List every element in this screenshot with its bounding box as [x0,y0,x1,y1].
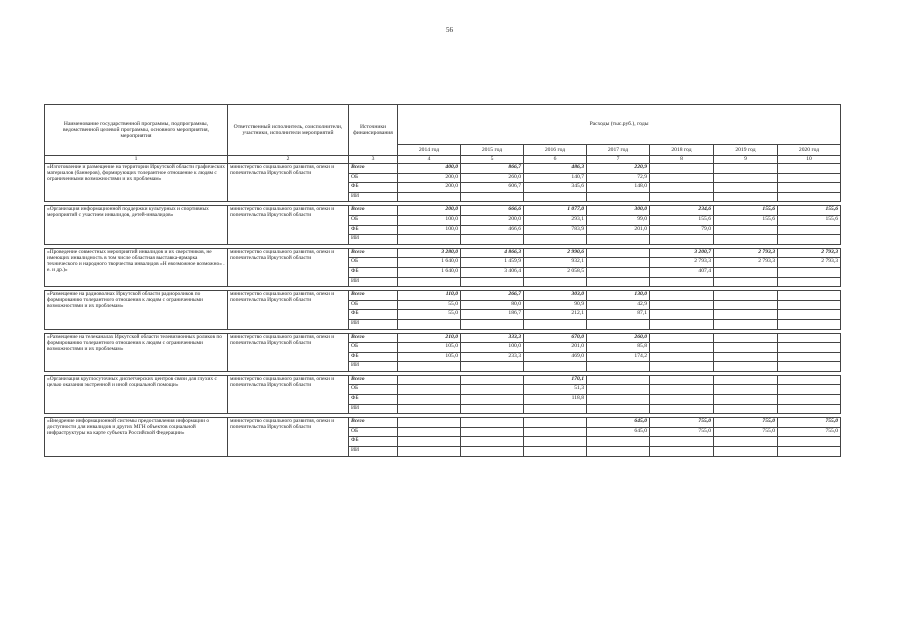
responsible-executor: министерство социального развития, опеки и попечительства Иркутской области [228,418,349,456]
expense-value [714,267,778,277]
expense-value [461,277,524,287]
year-header: 2015 год [461,145,524,156]
expense-value: 3 406,4 [461,267,524,277]
expense-value: 645,0 [587,418,650,428]
table-row [45,206,841,216]
expense-value: 260,0 [587,333,650,343]
expense-value: 469,0 [524,352,587,362]
expense-value: 201,0 [524,343,587,353]
expense-value: 2 793,3 [650,258,714,268]
expense-value: 118,8 [524,395,587,405]
expense-value: 148,0 [587,183,650,193]
activity-name: «Изготовление и размещение на территории Иркутской области графических материалов (баннеров), формирующих толерантное отношение к людям с ограниченными возможностями и их проблемам» [45,164,228,202]
funding-source: ОБ [349,427,398,437]
expense-value [587,404,650,414]
expense-value [650,173,714,183]
funding-source: ИИ [349,235,398,245]
year-header: 2020 год [778,145,841,156]
table-row [45,164,841,174]
expense-value [398,447,461,457]
expense-value [778,333,841,343]
expense-value [398,235,461,245]
expense-value [398,427,461,437]
expense-value [587,258,650,268]
header-name: Наименование государственной программы, подпрограммы, ведомственной целевой программы, основного мероприятия, мероприятия [45,105,228,156]
expense-value [524,319,587,329]
expense-value [778,225,841,235]
expense-value [650,183,714,193]
expense-value [714,447,778,457]
expense-value: 174,2 [587,352,650,362]
responsible-executor: министерство социального развития, опеки и попечительства Иркутской области [228,333,349,371]
expense-value [650,395,714,405]
expense-value [461,447,524,457]
expense-value [714,225,778,235]
activity-name: «Организация круглосуточных диспетчерских центров связи для глухих с целью оказания экстренной и иной социальной помощи» [45,375,228,413]
column-number: 7 [587,156,650,164]
expense-value: 1 459,9 [461,258,524,268]
expense-value [461,437,524,447]
expense-value [714,277,778,287]
expense-value: 606,7 [461,183,524,193]
expense-value: 130,0 [587,291,650,301]
column-number: 8 [650,156,714,164]
expense-value [524,235,587,245]
expense-value: 155,6 [714,206,778,216]
expense-value [650,164,714,174]
funding-source: ФБ [349,183,398,193]
page-number: 56 [446,26,453,34]
funding-source: Всего [349,418,398,428]
year-header: 2016 год [524,145,587,156]
expense-value [714,385,778,395]
expense-value [587,319,650,329]
header-responsible: Ответственный исполнитель, соисполнители, участники, исполнители мероприятий [228,105,349,156]
expense-value [524,404,587,414]
funding-source: ФБ [349,437,398,447]
activity-name: «Размещение на радиоволнах Иркутской области радиороликов по формированию толерантного отношения к людям с ограниченными возможностями и их проблемам» [45,291,228,329]
expense-value: 87,1 [587,310,650,320]
expense-value [778,375,841,385]
expense-value [778,183,841,193]
expense-value [778,319,841,329]
expense-value: 486,3 [524,164,587,174]
expense-value: 2 058,5 [524,267,587,277]
expense-value: 293,1 [524,215,587,225]
expense-value [524,437,587,447]
expense-value: 200,0 [398,183,461,193]
funding-source: ОБ [349,258,398,268]
funding-source: ОБ [349,215,398,225]
expense-value [778,385,841,395]
expense-value: 466,6 [461,225,524,235]
expense-value [398,418,461,428]
expense-value [461,395,524,405]
expense-value [650,404,714,414]
expense-value: 4 866,3 [461,248,524,258]
expense-value [650,310,714,320]
expense-value [461,385,524,395]
expense-value: 300,0 [587,206,650,216]
column-number: 9 [714,156,778,164]
expense-value: 220,9 [587,164,650,174]
funding-source: Всего [349,375,398,385]
expense-value [587,375,650,385]
expense-value [461,404,524,414]
expense-value: 755,0 [714,427,778,437]
year-header: 2019 год [714,145,778,156]
funding-source: ИИ [349,362,398,372]
header-sources: Источники финансирования [349,105,398,156]
column-number: 2 [228,156,349,164]
funding-source: ОБ [349,300,398,310]
funding-source: Всего [349,333,398,343]
expense-value: 212,1 [524,310,587,320]
expense-value [714,375,778,385]
expense-value: 105,0 [398,343,461,353]
expense-value [398,437,461,447]
expense-value: 170,1 [524,375,587,385]
expense-value [714,291,778,301]
table-body [45,164,841,457]
expense-value [714,343,778,353]
responsible-executor: министерство социального развития, опеки и попечительства Иркутской области [228,291,349,329]
expense-value: 186,7 [461,310,524,320]
expense-value [461,319,524,329]
expense-value [524,362,587,372]
expense-value [650,447,714,457]
expense-value: 670,0 [524,333,587,343]
expense-value: 201,0 [587,225,650,235]
funding-source: ИИ [349,192,398,202]
responsible-executor: министерство социального развития, опеки и попечительства Иркутской области [228,248,349,286]
expense-value [587,277,650,287]
expense-value [587,192,650,202]
expense-value [714,404,778,414]
funding-source: ИИ [349,319,398,329]
expense-value [714,183,778,193]
expense-value: 210,0 [398,333,461,343]
expense-value [398,192,461,202]
header-expenses: Расходы (тыс.руб.), годы [398,105,841,145]
expense-value [778,235,841,245]
funding-source: Всего [349,164,398,174]
funding-source: Всего [349,206,398,216]
expense-value [524,192,587,202]
expense-value: 783,9 [524,225,587,235]
expense-value: 100,0 [398,215,461,225]
expense-value [714,164,778,174]
expense-value: 1 077,0 [524,206,587,216]
expense-value [778,352,841,362]
responsible-executor: министерство социального развития, опеки и попечительства Иркутской области [228,206,349,244]
expense-value: 155,6 [778,206,841,216]
expense-value: 100,0 [461,343,524,353]
expense-value [587,362,650,372]
expense-value [778,291,841,301]
expense-value: 755,0 [714,418,778,428]
expense-value: 866,7 [461,164,524,174]
expense-value [461,418,524,428]
expense-value: 400,0 [398,164,461,174]
expense-value [587,437,650,447]
funding-source: ФБ [349,310,398,320]
expense-value: 266,7 [461,291,524,301]
expense-value: 72,9 [587,173,650,183]
expense-value [398,385,461,395]
expense-value [650,333,714,343]
expense-value: 105,0 [398,352,461,362]
expense-value [398,362,461,372]
expense-value [524,277,587,287]
expense-value [650,362,714,372]
expense-value [650,277,714,287]
funding-source: ИИ [349,447,398,457]
expense-value [714,319,778,329]
column-number: 1 [45,156,228,164]
expense-value: 333,3 [461,333,524,343]
expense-value: 755,0 [650,427,714,437]
expense-value: 2 793,3 [778,258,841,268]
expense-value [714,310,778,320]
funding-source: ОБ [349,173,398,183]
expense-value [778,343,841,353]
expense-value [778,310,841,320]
expense-value [778,173,841,183]
expense-value [650,291,714,301]
expense-value [587,235,650,245]
expense-value [778,277,841,287]
year-header: 2014 год [398,145,461,156]
expense-value: 645,0 [587,427,650,437]
expense-value [778,164,841,174]
expense-value: 233,3 [461,352,524,362]
expense-value [778,437,841,447]
expense-value [778,404,841,414]
funding-source: Всего [349,291,398,301]
expense-value [650,300,714,310]
expense-value: 345,6 [524,183,587,193]
expense-value: 666,6 [461,206,524,216]
expense-value [650,235,714,245]
expense-value [587,395,650,405]
activity-name: «Внедрение информационной системы предоставления информации о доступности для инвалидов и других МГН объектов социальной инфраструктуры на карте субъекта Российской Федерации» [45,418,228,456]
expense-value [461,362,524,372]
funding-source: ФБ [349,267,398,277]
column-number: 4 [398,156,461,164]
expense-value: 99,0 [587,215,650,225]
expense-value [398,375,461,385]
column-number: 10 [778,156,841,164]
expense-value: 200,0 [398,206,461,216]
expense-value [650,437,714,447]
expense-value [524,418,587,428]
budget-table [44,104,841,457]
expense-value [650,192,714,202]
expense-value [714,333,778,343]
funding-source: ИИ [349,277,398,287]
expense-value [714,395,778,405]
expense-value: 2 793,3 [714,258,778,268]
expense-value [398,395,461,405]
expense-value: 80,0 [461,300,524,310]
expense-value: 55,0 [398,300,461,310]
expense-value: 755,0 [778,427,841,437]
expense-value: 140,7 [524,173,587,183]
expense-value [398,277,461,287]
column-number: 3 [349,156,398,164]
expense-value [461,375,524,385]
expense-value [714,437,778,447]
expense-value [714,300,778,310]
expense-value [398,319,461,329]
responsible-executor: министерство социального развития, опеки и попечительства Иркутской области [228,375,349,413]
funding-source: ИИ [349,404,398,414]
expense-value: 90,9 [524,300,587,310]
expense-value: 234,6 [650,206,714,216]
expense-value [650,343,714,353]
expense-value [524,447,587,457]
table-row [45,333,841,343]
expense-value [714,173,778,183]
expense-value [714,352,778,362]
expense-value [650,375,714,385]
expense-value [461,235,524,245]
expense-value: 155,6 [714,215,778,225]
expense-value [778,362,841,372]
expense-value [524,427,587,437]
table-row [45,418,841,428]
expense-value: 2 990,6 [524,248,587,258]
expense-value [714,192,778,202]
expense-value: 2 793,3 [714,248,778,258]
expense-value: 3 200,7 [650,248,714,258]
expense-value [650,385,714,395]
expense-value [714,235,778,245]
expense-value: 79,0 [650,225,714,235]
funding-source: Всего [349,248,398,258]
expense-value: 260,0 [461,173,524,183]
expense-value [587,447,650,457]
expense-value [778,267,841,277]
expense-value: 200,0 [398,173,461,183]
expense-value: 51,3 [524,385,587,395]
expense-value: 100,0 [398,225,461,235]
activity-name: «Организация информационной поддержки культурных и спортивных мероприятий с участием инвалидов, детей-инвалидов» [45,206,228,244]
funding-source: ФБ [349,395,398,405]
expense-value: 110,0 [398,291,461,301]
expense-value: 755,0 [778,418,841,428]
expense-value [778,447,841,457]
expense-value [650,352,714,362]
expense-value: 1 640,0 [398,258,461,268]
expense-value: 303,0 [524,291,587,301]
table-row [45,248,841,258]
expense-value: 200,0 [461,215,524,225]
funding-source: ФБ [349,225,398,235]
year-header: 2018 год [650,145,714,156]
funding-source: ОБ [349,385,398,395]
expense-value [714,362,778,372]
expense-value [398,404,461,414]
expense-value: 85,8 [587,343,650,353]
expense-value: 155,6 [650,215,714,225]
expense-value: 155,6 [778,215,841,225]
expense-value [461,427,524,437]
expense-value [461,192,524,202]
expense-value [587,267,650,277]
expense-value [778,300,841,310]
funding-source: ОБ [349,343,398,353]
expense-value: 1 640,0 [398,267,461,277]
expense-value: 55,0 [398,310,461,320]
column-number: 5 [461,156,524,164]
expense-value: 755,0 [650,418,714,428]
expense-value: 3 280,0 [398,248,461,258]
expense-value: 407,4 [650,267,714,277]
expense-value [778,192,841,202]
expense-value [778,395,841,405]
year-header: 2017 год [587,145,650,156]
expense-value: 42,9 [587,300,650,310]
responsible-executor: министерство социального развития, опеки и попечительства Иркутской области [228,164,349,202]
expense-value: 2 793,3 [778,248,841,258]
expense-value [587,248,650,258]
column-number-row [45,156,841,164]
expense-value [587,385,650,395]
funding-source: ФБ [349,352,398,362]
activity-name: «Проведение совместных мероприятий инвалидов и их сверстников, не имеющих инвалидность в том числе областная выставка-ярмарка технического и народного творчества инвалидов «Н евозможное возможно» . е. и др.)» [45,248,228,286]
expense-value [650,319,714,329]
activity-name: «Размещение на телеканалах Иркутской области телевизионных роликов по формированию толерантного отношения к людям с ограниченными возможностями и их проблемам» [45,333,228,371]
expense-value: 932,1 [524,258,587,268]
table-row [45,375,841,385]
table-row [45,291,841,301]
column-number: 6 [524,156,587,164]
